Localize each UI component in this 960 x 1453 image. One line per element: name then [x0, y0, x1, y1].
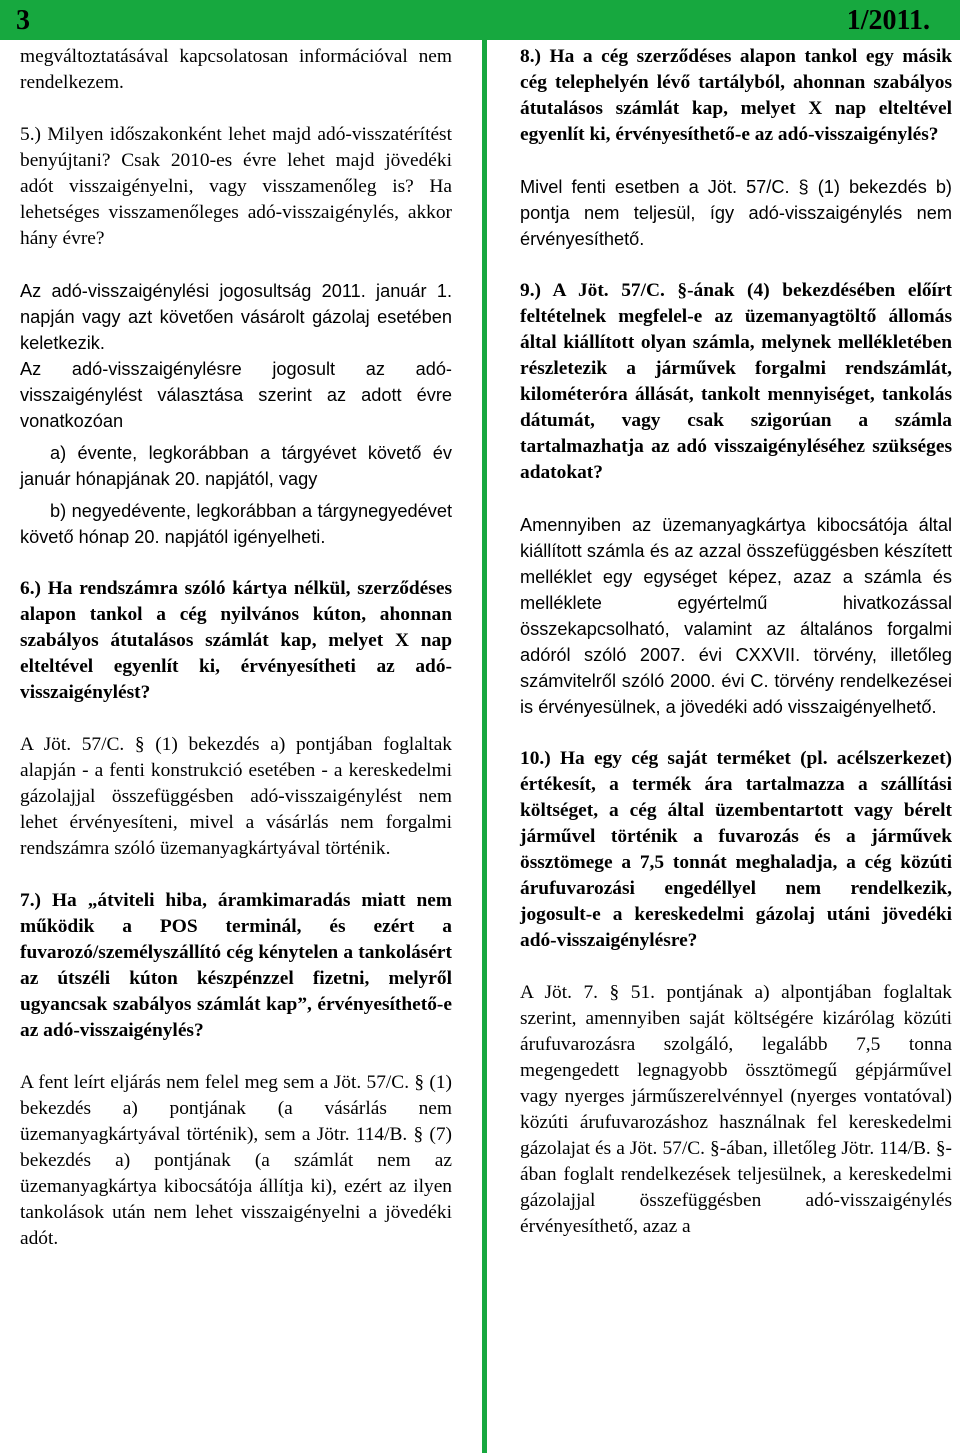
page-number: 3: [16, 5, 30, 36]
question-9: 9.) A Jöt. 57/C. §-ának (4) bekezdésében előírt feltételnek megfelel-e az üzemanyagtöltő állomás által kiállított olyan számla, melynek mellékletében részletezik a járművek forgalmi rendszámlát, kilométeróra állását, tankolt mennyiséget, tankolás dátumát, vagy csak szigorúan a számla tartalmazhatja az adó visszaigényléséhez szükséges adatokat?: [520, 280, 952, 483]
answer-6: A Jöt. 57/C. § (1) bekezdés a) pontjában foglaltak alapján - a fenti konstrukció esetében - a kereskedelmi gázolajjal összefüggésben adó-visszaigénylést nem lehet érvényesíteni, mivel a vásárlás nem forgalmi rendszámra szóló üzemanyagkártyával történik.: [20, 734, 452, 859]
answer-10: A Jöt. 7. § 51. pontjának a) alpontjában foglaltak szerint, amennyiben saját költségére kizárólag közúti árufuvarozásra szolgáló, legalább 7,5 tonna megengedett legnagyobb össztömegű gépjárművel vagy nyerges járműszerelvénnyel (nyerges vontatóval) közúti árufuvarozáshoz használnak fel kereskedelmi gázolajat és a Jöt. 57/C. §-ában, illetőleg Jötr. 114/B. §-ában foglalt rendelkezések teljesülnek, a kereskedelmi gázolajjal összefüggésben adó-visszaigénylés érvényesíthető, azaz a: [520, 982, 952, 1237]
paragraph-continuation: megváltoztatásával kapcsolatosan információval nem rendelkezem.: [20, 46, 452, 93]
right-column: [520, 44, 952, 1240]
question-8: 8.) Ha a cég szerződéses alapon tankol egy másik cég telephelyén lévő tartályból, ahonnan szabályos átutalásos számlát kap, melyet X nap elteltével egyenlít ki, érvényesíthető-e az adó-visszaigénylés?: [520, 46, 952, 145]
answer-5-option-a: a) évente, legkorábban a tárgyévet követő év január hónapjának 20. napjától, vagy: [20, 443, 452, 489]
answer-7: A fent leírt eljárás nem felel meg sem a Jöt. 57/C. § (1) bekezdés a) pontjának (a vásárlás nem üzemanyagkártyával történik), sem a Jötr. 114/B. § (7) bekezdés a) pontjának (a számlát nem az üzemanyagkártya kibocsátója állítja ki), ezért az ilyen tankolások után nem lehet visszaigényelni a jövedéki adót.: [20, 1072, 452, 1249]
answer-5-option-b: b) negyedévente, legkorábban a tárgynegyedévet követő hónap 20. napjától igényelheti.: [20, 501, 452, 547]
column-divider: [482, 40, 487, 1453]
answer-5-text: Az adó-visszaigénylésre jogosult az adó-visszaigénylést választása szerint az adott évre vonatkozóan: [20, 359, 452, 431]
left-column: [20, 44, 452, 1252]
question-6: 6.) Ha rendszámra szóló kártya nélkül, szerződéses alapon tankol a cég nyilvános kúton, ahonnan szabályos átutalásos számlát kap, melyet X nap elteltével egyenlít ki, érvényesítheti az adó-visszaigénylést?: [20, 578, 452, 703]
question-7: 7.) Ha „átviteli hiba, áramkimaradás miatt nem működik a POS terminál, és ezért a fuvarozó/személyszállító cég kénytelen a tankolásért az útszéli kúton készpénzzel fizetni, melyről ugyancsak szabályos számlát kap”, érvényesíthető-e az adó-visszaigénylés?: [20, 890, 452, 1041]
page-header: [0, 0, 960, 40]
question-5: 5.) Milyen időszakonként lehet majd adó-visszatérítést benyújtani? Csak 2010-es évre lehet majd jövedéki adót visszaigényelni, vagy visszamenőleg is? Ha lehetséges visszamenőleges adó-visszaigénylés, akkor hány évre?: [20, 124, 452, 249]
answer-5-intro: Az adó-visszaigénylési jogosultság 2011. január 1. napján vagy azt követően vásárolt gázolaj esetében keletkezik.: [20, 281, 452, 353]
question-10: 10.) Ha egy cég saját terméket (pl. acélszerkezet) értékesít, a termék ára tartalmazza a szállítási költséget, a cég által üzembentartott vagy bérelt járművel történik a fuvarozás és a járművek össztömege a 7,5 tonnát meghaladja, a cég közúti árufuvarozási engedéllyel nem rendelkezik, jogosult-e a kereskedelmi gázolaj utáni jövedéki adó-visszaigénylésre?: [520, 748, 952, 951]
issue-number: 1/2011.: [846, 5, 930, 36]
answer-8: Mivel fenti esetben a Jöt. 57/C. § (1) bekezdés b) pontja nem teljesül, így adó-visszaigénylés nem érvényesíthető.: [520, 177, 952, 249]
answer-9: Amennyiben az üzemanyagkártya kibocsátója által kiállított számla és az azzal összefüggésben készített melléklet egy egységet képez, azaz a számla és melléklete egyértelmű hivatkozással összekapcsolható, valamint az általános forgalmi adóról szóló 2007. évi CXXVII. törvény, illetőleg számvitelről szóló 2000. évi C. törvény rendelkezései is érvényesülnek, a jövedéki adó visszaigényelhető.: [520, 515, 952, 717]
